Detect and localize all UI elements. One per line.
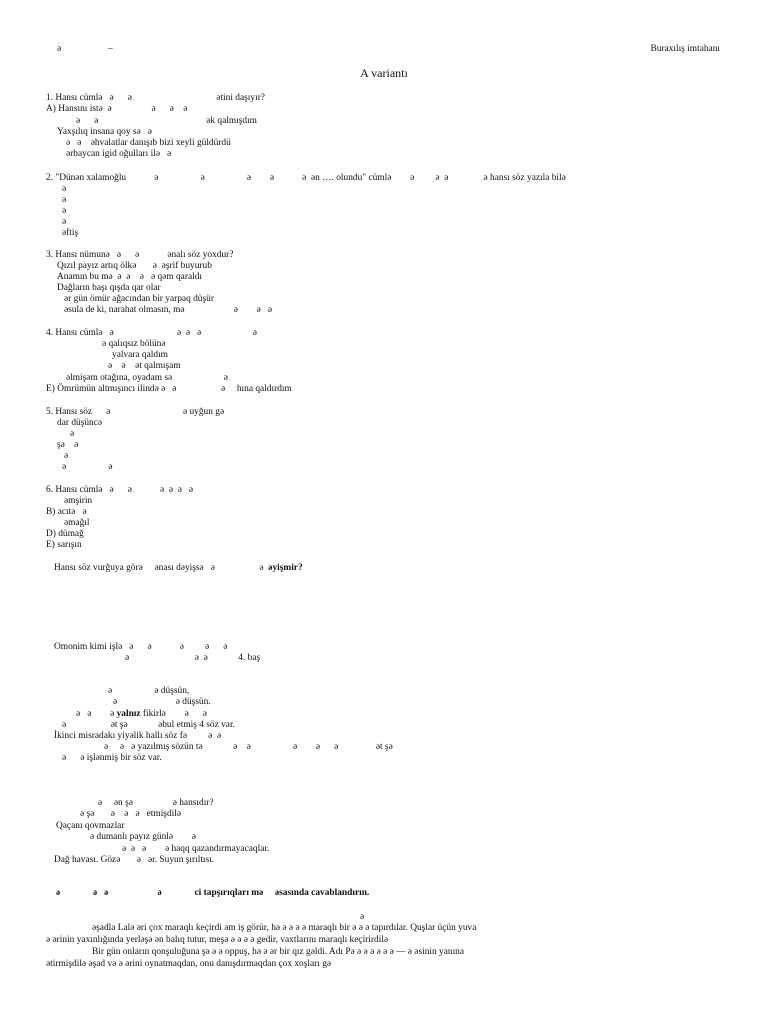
question-9-option-3: İkinci misradakı yiyəlik hallı söz fə ə ə [54, 731, 222, 741]
question-6-option-b: B) acıtə ə [46, 507, 87, 517]
question-3-option-d: ər gün ömür ağacından bir yarpaq düşür [64, 294, 214, 304]
question-9-option-1-rest: fikirlə ə ə [140, 709, 207, 719]
question-8-stem: Omonim kimi işlə ə ə ə ə ə [54, 642, 228, 652]
question-3-option-c: Dağların başı qışda qar olar [57, 283, 161, 293]
question-4-stem: 4. Hansı cümlə ə ə ə ə ə [46, 328, 257, 338]
question-10-option-b: Qaçanı qovmazlar [56, 821, 125, 831]
question-6-option-c: əmağıl [64, 518, 90, 528]
question-9-option-1 [76, 709, 207, 720]
question-10-stem: ə ən şə ə hansıdır? [98, 798, 214, 808]
question-5-stem: 5. Hansı söz ə ə uyğun gə [46, 407, 225, 417]
question-5-option-a: dar düşüncə [57, 418, 103, 428]
question-2-option-c: ə [62, 206, 67, 216]
question-9-option-4: ə ə ə yazılmış sözün tə ə ə ə ə ə ət şə [104, 742, 393, 752]
question-1-option-c: Yaxşılıq insana qoy sə ə [57, 127, 152, 137]
question-6-stem: 6. Hansı cümlə ə ə ə ə ə ə [46, 485, 194, 495]
passage-line-1: əşadla Lalə əri çox maraqlı keçirdi əm iş görür, hə ə ə ə ə maraqlı bir ə ə ə tapırdılar. Quşlar üçün yuva [92, 923, 477, 933]
reading-passage [46, 922, 721, 970]
passage-line-2: ə ərinin yaxınlığında yerləşə ən balıq tutur, meşə ə ə ə ə gedir, vaxtlarını maraqlı keçirirdilə [46, 935, 389, 945]
passage-line-3: Bir gün onların qonşuluğuna şə ə ə oppuş, hə ə ər bir qız gəldi. Adı Pə ə ə ə ə ə ə — ə əsinin yanına [92, 947, 465, 957]
passage-line-4: ətirmişdilə əşad və ə ərini oynatmaqdan, onu danışdırmaqdan çox xoşları gə [46, 959, 332, 969]
question-4-option-b: yalvara qaldım [112, 350, 168, 360]
question-1-option-a: A) Hansını istə ə ə ə ə [46, 104, 188, 114]
section-mark: ə [360, 912, 365, 922]
question-8-options: ə ə ə 4. baş [125, 653, 261, 663]
question-10-option-c: ə dumanlı payız günlə ə [90, 832, 196, 842]
exam-type-label: Buraxılış imtahanı [650, 44, 720, 54]
question-7-stem [54, 563, 303, 574]
question-4-option-a: ə qalıqsız bölünə [102, 339, 166, 349]
question-6-option-a: əmşirin [64, 496, 93, 506]
page-title: A variantı [360, 66, 408, 80]
question-4-option-e: E) Ömrümün altmışıncı ilində ə ə ə hına qaldırdım [46, 384, 292, 394]
header-left-text: ə – [57, 44, 113, 54]
question-9-option-1-text: ə ə ə [76, 709, 117, 719]
question-7-text: Hansı söz vurğuya görə ənası dəyişsə ə ə [54, 563, 264, 573]
question-10-option-a: ə şə ə ə ə etmişdilə [80, 809, 182, 819]
section-instruction: ə ə ə ə ci tapşırıqları mə əsasında cavablandırın. [56, 888, 370, 898]
question-5-option-b: ə [70, 429, 75, 439]
question-6-option-e: E) sarışın [46, 540, 82, 550]
question-5-option-c: şə ə [57, 440, 79, 450]
question-2-option-d: ə [62, 217, 67, 227]
question-9-option-2: ə ət şə əbul etmiş 4 söz var. [62, 720, 235, 730]
question-10-option-d: ə ə ə ə haqq qazandırmayacaqlar. [122, 844, 270, 854]
question-2-stem: 2. "Dünən xalamoğlu ə ə ə ə ə ən …. olundu" cümlə ə ə ə ə hansı söz yazıla bilə [46, 173, 566, 183]
question-5-option-d: ə [64, 451, 69, 461]
question-5-option-e: ə ə [62, 462, 113, 472]
question-2-option-b: ə [62, 195, 67, 205]
question-1-stem: 1. Hansı cümlə ə ə ətini daşıyır? [46, 93, 265, 103]
question-3-option-e: əsula de ki, narahat olmasın, mə ə ə ə [64, 305, 273, 315]
question-7-emphasis: əyişmir? [268, 563, 303, 573]
question-2-option-e: əftiş [62, 228, 79, 238]
question-9-option-5: ə ə işlənmiş bir söz var. [62, 753, 162, 763]
question-1-option-e: ərbaycan igid oğulları ilə ə [66, 149, 172, 159]
question-4-option-d: əlmişəm otağına, oyadam sə ə [66, 373, 228, 383]
question-10-option-e: Dağ havası. Gözə ə ər. Suyun şırıltısı. [54, 855, 215, 865]
question-3-option-b: Anamın bu mə ə ə ə ə qəm qaraldı [57, 272, 203, 282]
question-1-option-d: ə ə əhvalatlar danışıb bizi xeyli güldürdü [66, 138, 231, 148]
question-9-poem-line-2: ə ə düşsün. [113, 697, 211, 707]
question-1-option-b: ə ə ək qalmışdım [76, 116, 257, 126]
question-4-option-c: ə ə ət qalmışam [108, 361, 181, 371]
question-3-stem: 3. Hansı nümunə ə ə ənalı söz yoxdur? [46, 250, 234, 260]
question-9-emphasis: yalnız [116, 709, 141, 719]
question-2-option-a: ə [62, 184, 67, 194]
question-3-option-a: Qızıl payız artıq ölkə ə əşrif buyurub [57, 261, 212, 271]
question-9-poem-line-1: ə ə düşsün, [108, 686, 190, 696]
question-6-option-d: D) dümağ [46, 529, 84, 539]
